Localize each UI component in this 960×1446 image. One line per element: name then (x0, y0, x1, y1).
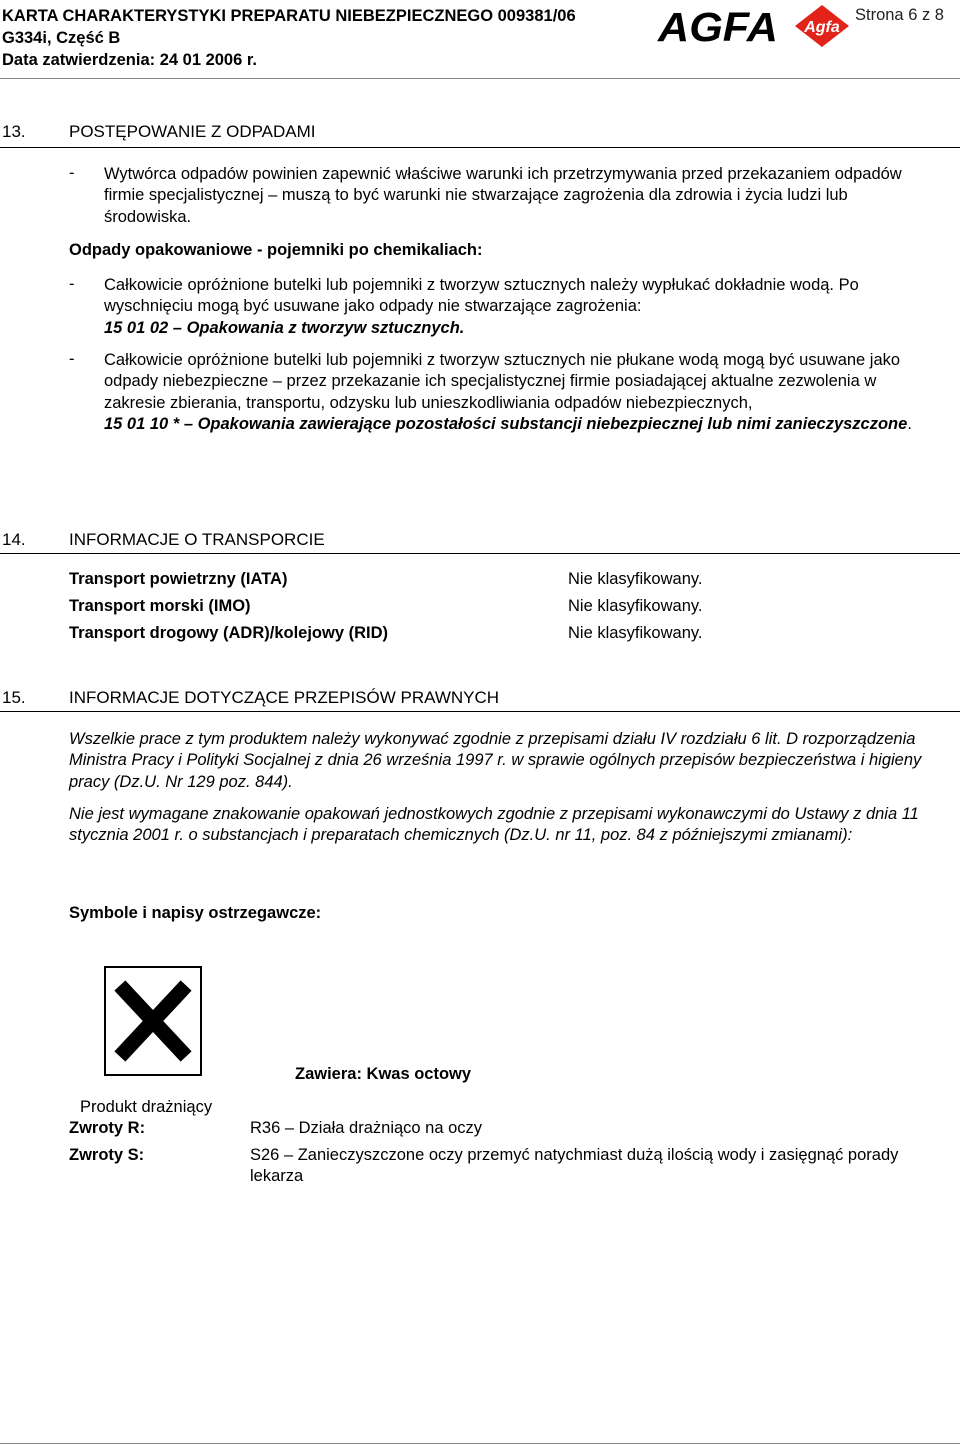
unrinsed-containers-text: Całkowicie opróżnione butelki lub pojemniki z tworzyw sztucznych nie płukane wodą mogą być usuwane jako odpady niebezpieczne – przez przekazanie ich specjalistycznej firmie posiadającej aktualne zezwolenia w zakresie zbierania, transportu, odzysku lub unieszkodliwiania odpadów niebezpiecznych, (104, 351, 901, 412)
transport-sea-value: Nie klasyfikowany. (568, 597, 703, 615)
contains-substance: Zawiera: Kwas octowy (295, 1065, 472, 1083)
section-13-title: POSTĘPOWANIE Z ODPADAMI (69, 122, 316, 141)
r-phrases-label: Zwroty R: (69, 1119, 146, 1137)
agfa-badge-text: Agfa (804, 19, 840, 36)
s-phrases-label: Zwroty S: (69, 1146, 145, 1164)
section-15-rule (0, 711, 960, 712)
section-13-number: 13. (2, 122, 26, 141)
labeling-paragraph: Nie jest wymagane znakowanie opakowań jednostkowych zgodnie z przepisami wykonawczymi do Ustawy z dnia 11 stycznia 2001 r. o substancjach i preparatach chemicznych (Dz.U. nr 11, poz. 84 z późniejszymi zmianami): (69, 805, 919, 845)
header-divider (0, 78, 960, 79)
rinsed-containers-item (104, 275, 944, 339)
transport-air-value: Nie klasyfikowany. (568, 570, 703, 588)
waste-code-150110: 15 01 10 * – Opakowania zawierające pozostałości substancji niebezpiecznej lub nimi zanieczyszczone (104, 415, 908, 434)
document-title: KARTA CHARAKTERYSTYKI PREPARATU NIEBEZPIECZNEGO 009381/06 (2, 7, 576, 25)
section-15-heading (0, 688, 960, 710)
agfa-wordmark-logo (656, 6, 782, 46)
bullet-dash: - (69, 350, 75, 368)
section-13-rule (0, 147, 960, 148)
irritant-hazard-x-icon (104, 966, 202, 1076)
section-15-number: 15. (2, 688, 26, 707)
section-14-rule (0, 553, 960, 554)
agfa-badge-logo (794, 4, 852, 48)
agfa-wordmark-text: AGFA (656, 6, 778, 46)
section-13-heading (0, 122, 960, 144)
waste-storage-paragraph: Wytwórca odpadów powinien zapewnić właściwe warunki ich przetrzymywania przed przekazaniem odpadów firmie specjalistycznej – muszą to być warunki nie stwarzające zagrożenia dla zdrowia i życia ludzi lub środowiska. (104, 165, 902, 226)
approval-date: Data zatwierdzenia: 24 01 2006 r. (2, 51, 257, 69)
transport-air-label: Transport powietrzny (IATA) (69, 570, 288, 588)
bullet-dash: - (69, 164, 75, 182)
symbol-caption: Produkt drażniący (80, 1098, 213, 1116)
packaging-waste-subheading: Odpady opakowaniowe - pojemniki po chemikaliach: (69, 241, 483, 259)
footer-divider (0, 1443, 960, 1444)
warning-symbols-heading: Symbole i napisy ostrzegawcze: (69, 904, 322, 922)
r-phrases-text: R36 – Działa drażniąco na oczy (250, 1119, 483, 1137)
section-14-number: 14. (2, 530, 26, 549)
section-14-title: INFORMACJE O TRANSPORCIE (69, 530, 325, 549)
product-code: G334i, Część B (2, 29, 121, 47)
transport-road-rail-value: Nie klasyfikowany. (568, 624, 703, 642)
section-14-heading (0, 530, 960, 552)
waste-code-150102: 15 01 02 – Opakowania z tworzyw sztucznych. (104, 318, 465, 337)
s-phrases-text: S26 – Zanieczyszczone oczy przemyć natychmiast dużą ilością wody i zasięgnąć porady lekarza (250, 1146, 899, 1186)
transport-sea-label: Transport morski (IMO) (69, 597, 251, 615)
regulation-paragraph: Wszelkie prace z tym produktem należy wykonywać zgodnie z przepisami działu IV rozdziału 6 lit. D rozporządzenia Ministra Pracy i Polityki Socjalnej z dnia 26 września 1997 r. w sprawie ogólnych przepisów bezpieczeństwa i higieny pracy (Dz.U. Nr 129 poz. 844). (69, 730, 922, 791)
bullet-dash: - (69, 275, 75, 293)
section-15-title: INFORMACJE DOTYCZĄCE PRZEPISÓW PRAWNYCH (69, 688, 500, 707)
rinsed-containers-text: Całkowicie opróżnione butelki lub pojemniki z tworzyw sztucznych należy wypłukać dokładnie wodą. Po wyschnięciu mogą być usuwane jako odpady nie stwarzające zagrożenia: (104, 276, 859, 316)
transport-road-rail-label: Transport drogowy (ADR)/kolejowy (RID) (69, 624, 389, 642)
unrinsed-containers-item: Całkowicie opróżnione butelki lub pojemniki z tworzyw sztucznych nie płukane wodą mogą być usuwane jako odpady niebezpieczne – przez przekazanie ich specjalistycznej firmie posiadającej aktualne zezwolenia w zakresie zbierania, transportu, odzysku lub unieszkodliwiania odpadów niebezpiecznych, 15 01 10 * – Opakowania zawierające pozostałości substancji niebezpiecznej lub nimi zanieczyszczone. (104, 351, 912, 434)
page-number: Strona 6 z 8 (855, 6, 944, 24)
